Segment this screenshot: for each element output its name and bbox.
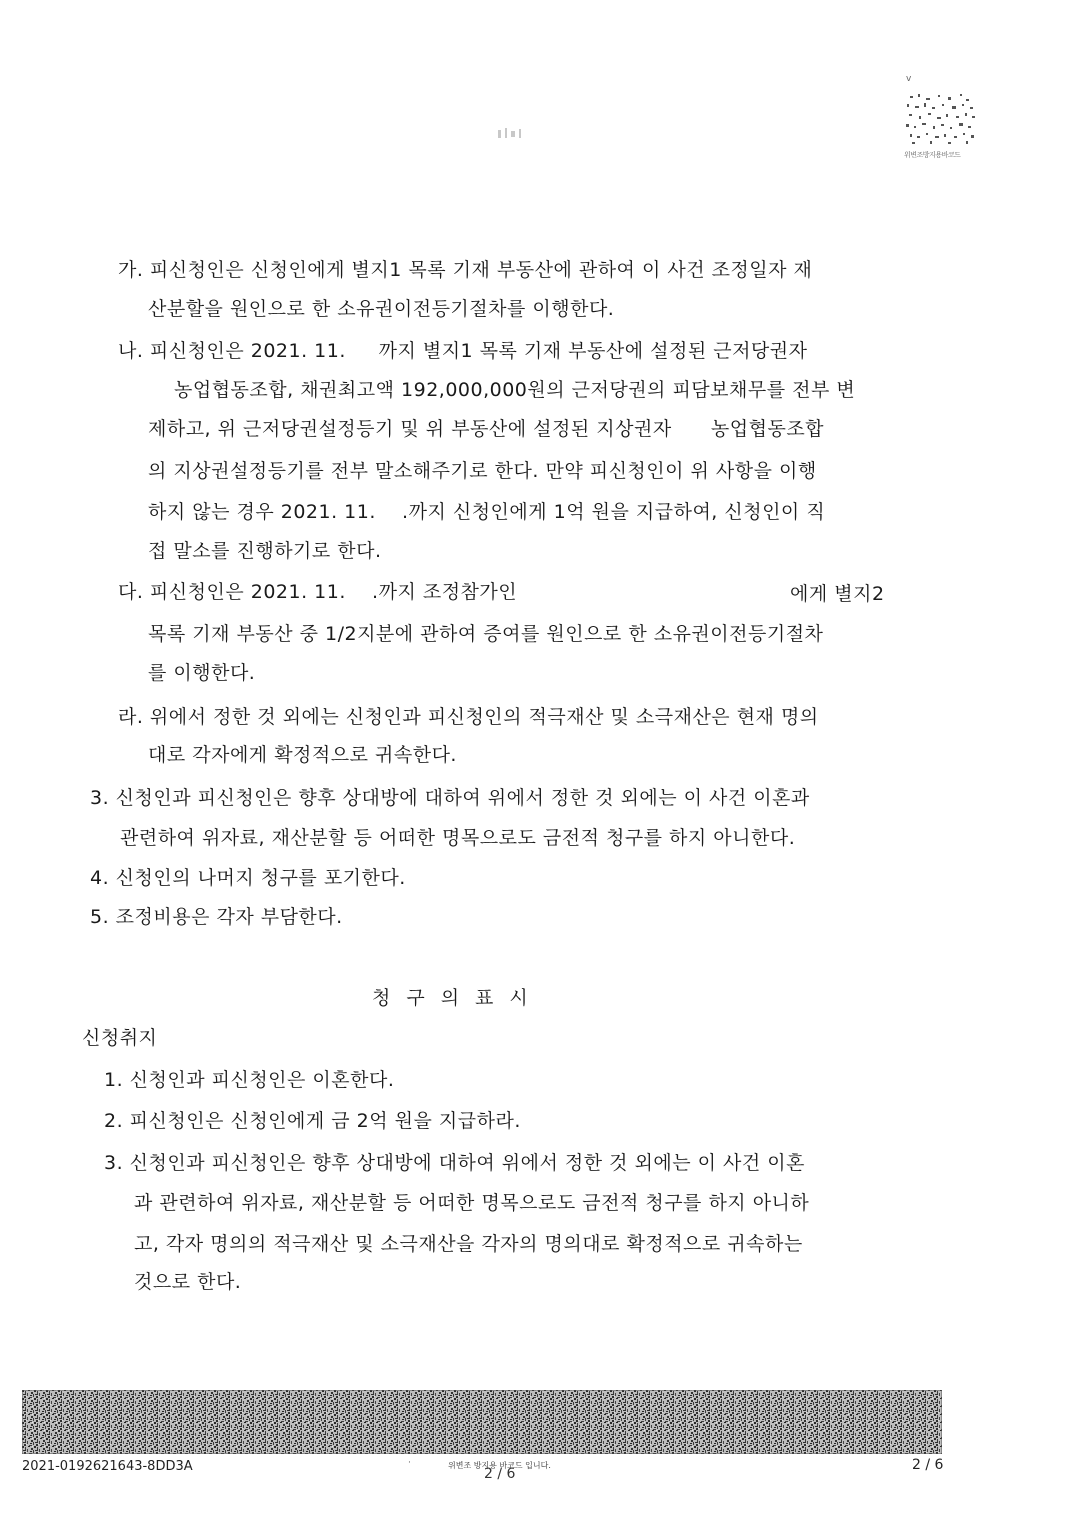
scan-smudge (494, 126, 528, 142)
body-line-3: 나. 피신청인은 2021. 11. 까지 별지1 목록 기재 부동산에 설정된 근저당권자 (118, 340, 808, 362)
claim-line-2: 2. 피신청인은 신청인에게 금 2억 원을 지급하라. (104, 1110, 521, 1132)
body-line-13: 대로 각자에게 확정적으로 귀속한다. (148, 744, 457, 766)
body-line-10: 목록 기재 부동산 중 1/2지분에 관하여 증여를 원인으로 한 소유권이전등기절차 (148, 623, 824, 645)
body-line-5: 제하고, 위 근저당권설정등기 및 위 부동산에 설정된 지상권자 농업협동조합 (148, 418, 825, 440)
body-line-14: 3. 신청인과 피신청인은 향후 상대방에 대하여 위에서 정한 것 외에는 이 사건 이혼과 (90, 787, 810, 809)
page-number-right: 2 / 6 (912, 1457, 944, 1473)
body-line-9-tail: 에게 별지2 (790, 583, 885, 605)
footer-dot: · (408, 1458, 411, 1468)
body-line-11: 를 이행한다. (148, 662, 256, 684)
body-line-4: 농업협동조합, 채권최고액 192,000,000원의 근저당권의 피담보채무를 전부 변 (174, 379, 856, 401)
body-line-7: 하지 않는 경우 2021. 11. .까지 신청인에게 1억 원을 지급하여, 신청인이 직 (148, 501, 826, 523)
page-number-center: 2 / 6 (484, 1466, 516, 1482)
body-line-17: 5. 조정비용은 각자 부담한다. (90, 906, 343, 928)
body-line-2: 산분할을 원인으로 한 소유권이전등기절차를 이행한다. (148, 298, 615, 320)
claim-line-4: 과 관련하여 위자료, 재산분할 등 어떠한 명목으로도 금전적 청구를 하지 아니하 (134, 1192, 810, 1214)
claim-subheading: 신청취지 (82, 1027, 158, 1049)
document-id: 2021-0192621643-8DD3A (22, 1459, 193, 1474)
claim-line-1: 1. 신청인과 피신청인은 이혼한다. (104, 1069, 395, 1091)
anti-forgery-barcode (22, 1390, 942, 1454)
claim-heading: 청구의표시 (372, 987, 544, 1009)
claim-line-5: 고, 각자 명의의 적극재산 및 소극재산을 각자의 명의대로 확정적으로 귀속하는 (134, 1233, 803, 1255)
body-line-12: 라. 위에서 정한 것 외에는 신청인과 피신청인의 적극재산 및 소극재산은 현재 명의 (118, 706, 819, 728)
body-line-1: 가. 피신청인은 신청인에게 별지1 목록 기재 부동산에 관하여 이 사건 조정일자 재 (118, 259, 813, 281)
claim-line-6: 것으로 한다. (134, 1271, 242, 1293)
qr-corner-mark: ⅴ (906, 74, 912, 84)
body-line-6: 의 지상권설정등기를 전부 말소해주기로 한다. 만약 피신청인이 위 사항을 이행 (148, 460, 817, 482)
claim-line-3: 3. 신청인과 피신청인은 향후 상대방에 대하여 위에서 정한 것 외에는 이 사건 이혼 (104, 1152, 805, 1174)
body-line-15: 관련하여 위자료, 재산분할 등 어떠한 명목으로도 금전적 청구를 하지 아니한다. (120, 827, 796, 849)
body-line-9: 다. 피신청인은 2021. 11. .까지 조정참가인 (118, 581, 518, 603)
qr-caption: 위변조방지용바코드 (904, 151, 961, 159)
anti-forgery-qr-code (904, 92, 978, 146)
body-line-8: 접 말소를 진행하기로 한다. (148, 540, 382, 562)
barcode-note: 위변조 방지용 바코드 입니다. (448, 1461, 551, 1470)
body-line-16: 4. 신청인의 나머지 청구를 포기한다. (90, 867, 406, 889)
